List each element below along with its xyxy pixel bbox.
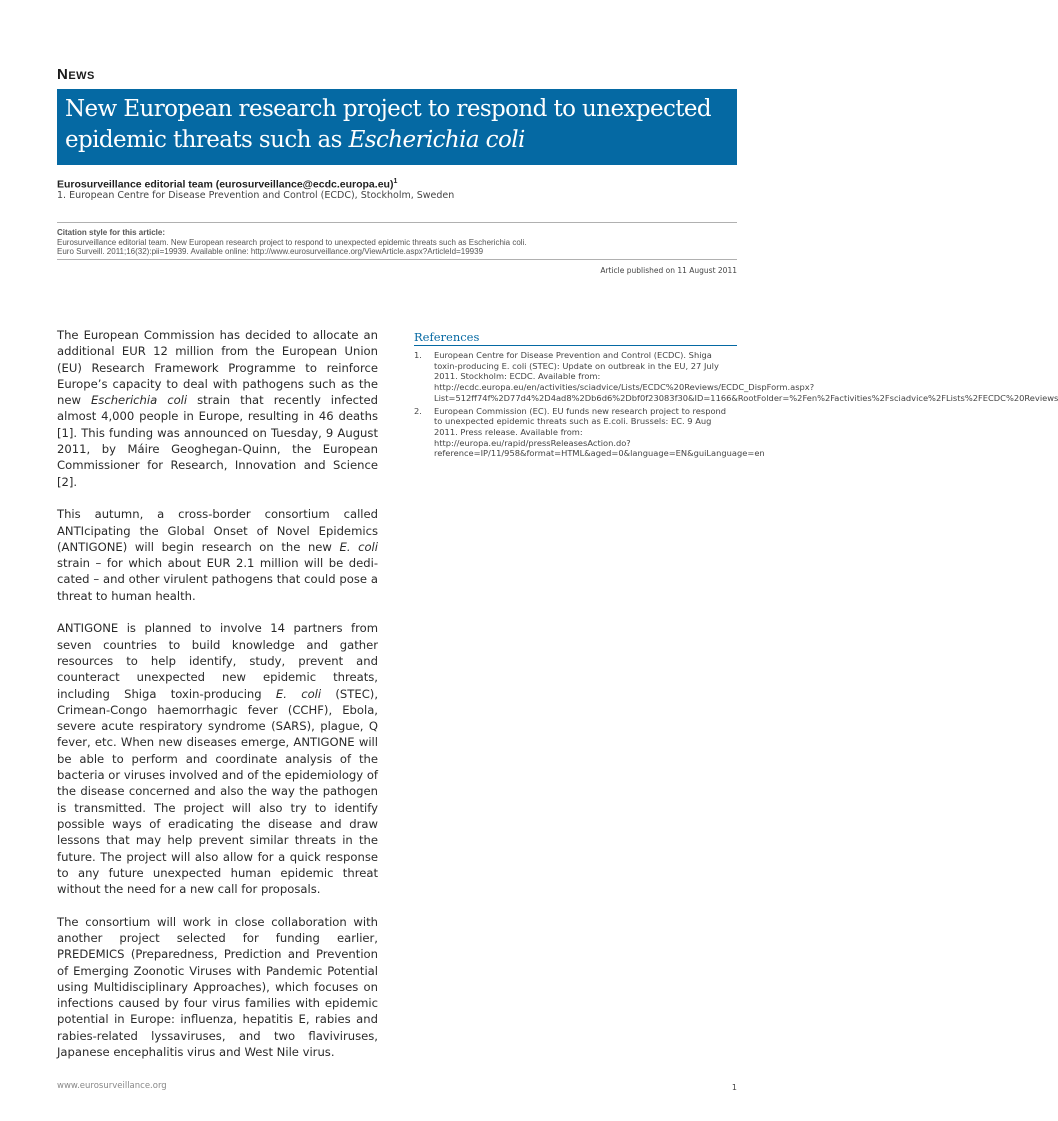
title-main: New European research project to respond to unexpected epidemic threats such as — [65, 96, 712, 153]
references-heading: References — [414, 330, 737, 346]
references-section — [414, 330, 1058, 461]
reference-text: European Commission (EC). EU funds new research project to respond to unexpected epidemic threats such as E.coli. Brussels: EC. 9 Aug 2011. Press release. Available from: http://europa.eu/rapid/pressReleasesAction.do?reference=IP/11/958&format=HTML&aged=0&language=EN&guiLanguage=en — [434, 405, 765, 459]
reference-text: European Centre for Disease Prevention and Control (ECDC). Shiga toxin-producing E. coli (STEC): Update on outbreak in the EU, 27 July 2011. Stockholm: ECDC. Available from: http://ecdc.europa.eu/en/activities/sciadvice/Lists/ECDC%20Reviews/ECDC_DispForm.aspx?List=512ff74f%2D77d4%2D4ad8%2Db6d6%2Dbf0f23083f30&ID=1166&RootFolder=%2Fen%2Factivities%2Fsciadvice%2FLists%2FECDC%20Reviews — [434, 350, 1058, 403]
affiliation: 1. European Centre for Disease Prevention and Control (ECDC), Stockholm, Sweden — [57, 190, 455, 201]
reference-number: 2. — [414, 405, 422, 416]
author-line — [57, 178, 397, 191]
divider-bottom — [57, 259, 737, 260]
paragraph-2 — [57, 506, 378, 604]
page-number: 1 — [731, 1083, 737, 1092]
divider-top — [57, 222, 737, 223]
reference-item — [414, 405, 765, 460]
footer-url: www.eurosurveillance.org — [57, 1081, 167, 1091]
paragraph-4: The consortium will work in close collaboration with another project selected for funding earlier, PREDEMICS (Preparedness, Prediction and Prevention of Emerging Zoonotic Viruses with Pandemic Potential using Multidisciplinary Approaches), which focuses on infections caused by four virus families with epidemic potential in Europe: influenza, hepatitis E, rabies and rabies-related lyssaviruses, and two flaviviruses, Japanese encephalitis virus and West Nile virus. — [57, 914, 378, 1060]
paragraph-3-text-a: ANTIGONE is planned to involve 14 partners from seven countries to build knowledge and gather resources to help identify, study, prevent and counteract unexpected new epidemic threats, including Shiga toxin-producing — [57, 621, 378, 701]
citation-line-1: Eurosurveillance editorial team. New European research project to respond to unexpected epidemic threats such as Escherichia coli. — [57, 237, 527, 247]
reference-item — [414, 350, 1058, 404]
reference-number: 1. — [414, 350, 422, 360]
paragraph-2-text-a: This autumn, a cross-border consortium called ANTIcipating the Global Onset of Novel Epidemics (ANTIGONE) will begin research on the new — [57, 507, 378, 554]
paragraph-2-text-c: strain – for which about EUR 2.1 million will be dedicated – and other virulent pathogens that could pose a threat to human health. — [57, 556, 378, 603]
paragraph-3-text-c: (STEC), Crimean-Congo haemorrhagic fever (CCHF), Ebola, severe acute respiratory syndrome (SARS), plague, Q fever, etc. When new diseases emerge, ANTIGONE will be able to perform and coordinate analysis of the bacteria or viruses involved and of the epidemiology of the disease concerned and also the way the pathogen is transmitted. The project will also try to identify possible ways of eradicating the disease and draw lessons that may help prevent similar threats in the future. The project will also allow for a quick response to any future unexpected human epidemic threat without the need for a new call for proposals. — [57, 686, 379, 897]
article-title — [65, 94, 729, 156]
paragraph-3 — [57, 620, 378, 897]
citation-block — [57, 228, 737, 257]
paragraph-1-text-c: strain that recently infected almost 4,000 people in Europe, resulting in 46 deaths [1]. This funding was announced on Tuesday, 9 August 2011, by Máire Geoghegan-Quinn, the European Commissioner for Research, Innovation and Science [2]. — [57, 393, 379, 489]
paragraph-1-text-a: The European Commission has decided to allocate an additional EUR 12 million from the European Union (EU) Research Framework Programme to reinforce Europe’s capacity to deal with pathogens such as the new — [57, 328, 378, 408]
author-affiliation-marker: 1 — [393, 178, 398, 185]
citation-line-2: Euro Surveill. 2011;16(32):pii=19939. Available online: http://www.eurosurveillance.org/ViewArticle.aspx?ArticleId=19939 — [57, 247, 484, 256]
paragraph-2-italic: E. coli — [339, 539, 379, 554]
paragraph-1 — [57, 327, 378, 490]
publication-date: Article published on 11 August 2011 — [600, 266, 737, 275]
title-italic: Escherichia coli — [348, 127, 525, 153]
article-body — [57, 327, 378, 1077]
author-text: Eurosurveillance editorial team (eurosurveillance@ecdc.europa.eu) — [57, 178, 394, 191]
section-label: News — [57, 66, 95, 83]
title-banner — [57, 89, 737, 165]
citation-label: Citation style for this article: — [57, 228, 166, 237]
paragraph-1-italic: Escherichia coli — [90, 393, 188, 408]
references-list — [414, 350, 1058, 459]
paragraph-3-italic: E. coli — [275, 686, 322, 701]
